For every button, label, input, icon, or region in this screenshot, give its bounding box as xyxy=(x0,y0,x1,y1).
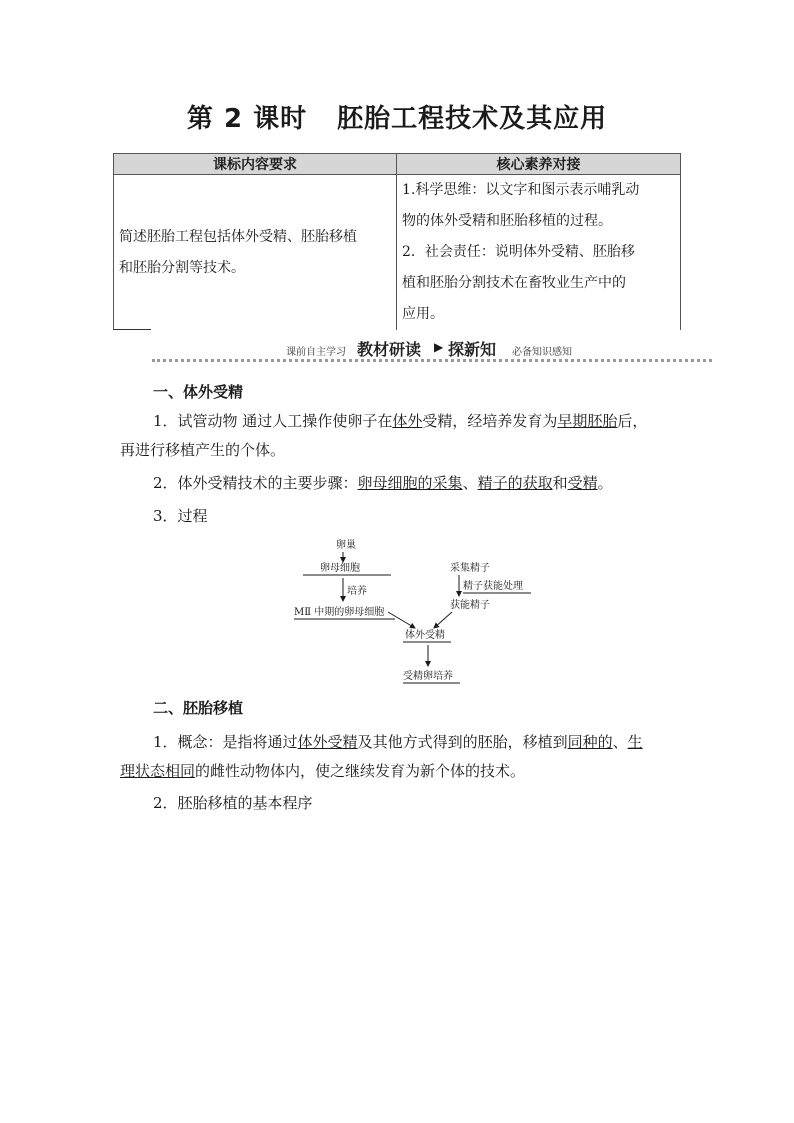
section2-heading: 二、胚胎移植 xyxy=(153,699,244,717)
banner-left-label: 课前自主学习 xyxy=(286,347,346,358)
flow-arrow xyxy=(388,612,415,628)
table-header-right: 核心素养对接 xyxy=(397,154,681,175)
table-right-line: 应用。 xyxy=(402,306,444,322)
flow-ivf: 体外受精 xyxy=(405,630,445,641)
table-left-line: 简述胚胎工程包括体外受精、胚胎移植 xyxy=(119,228,357,245)
table-cell-competency xyxy=(397,175,681,331)
flow-oocyte: 卵母细胞 xyxy=(320,563,360,574)
section-banner xyxy=(152,337,712,362)
banner-title-1: 教材研读 xyxy=(357,340,422,359)
flow-culture: 培养 xyxy=(347,586,367,597)
banner-title-2: 探新知 xyxy=(448,340,497,359)
table-left-line: 和胚胎分割等技术。 xyxy=(119,259,245,276)
paragraph-test-tube-animal: 1．试管动物 通过人工操作使卵子在体外受精，经培养发育为早期胚胎后， xyxy=(153,412,648,430)
banner-arrow-icon: ▶ xyxy=(434,340,444,354)
flow-mii-oocyte: MⅡ 中期的卵母细胞 xyxy=(294,607,385,618)
paragraph-basic-procedure: 2．胚胎移植的基本程序 xyxy=(153,794,313,812)
requirements-table xyxy=(113,153,681,330)
flow-zygote-culture: 受精卵培养 xyxy=(403,671,453,682)
section1-heading: 一、体外受精 xyxy=(153,383,244,401)
paragraph-embryo-transfer-concept-line2: 理状态相同的雌性动物体内，使之继续发育为新个体的技术。 xyxy=(120,762,526,780)
table-right-line: 物的体外受精和胚胎移植的过程。 xyxy=(402,213,612,229)
page-title xyxy=(0,98,794,135)
paragraph-process: 3．过程 xyxy=(153,507,208,525)
flow-capacitated-sperm: 获能精子 xyxy=(450,600,490,611)
paragraph-embryo-transfer-concept: 1．概念：是指将通过体外受精及其他方式得到的胚胎，移植到同种的、生 xyxy=(153,733,643,751)
title-topic: 胚胎工程技术及其应用 xyxy=(337,104,608,134)
table-cell-curriculum xyxy=(114,175,397,331)
title-lesson: 第 2 课时 xyxy=(186,104,308,134)
paragraph-test-tube-animal-line2: 再进行移植产生的个体。 xyxy=(120,441,286,459)
table-header-left: 课标内容要求 xyxy=(114,154,397,175)
table-right-line: 2．社会责任：说明体外受精、胚胎移 xyxy=(402,244,635,260)
table-right-line: 植和胚胎分割技术在畜牧业生产中的 xyxy=(402,275,626,291)
flow-ovary: 卵巢 xyxy=(336,540,356,551)
flow-capacitation: 精子获能处理 xyxy=(463,581,523,592)
table-right-line: 1.科学思维：以文字和图示表示哺乳动 xyxy=(402,182,640,198)
flow-arrow xyxy=(434,612,452,628)
paragraph-main-steps: 2．体外受精技术的主要步骤：卵母细胞的采集、精子的获取和受精。 xyxy=(153,474,613,492)
banner-right-label: 必备知识感知 xyxy=(512,347,572,358)
table-bottom-stub xyxy=(113,329,151,330)
flow-collect-sperm: 采集精子 xyxy=(450,563,490,574)
